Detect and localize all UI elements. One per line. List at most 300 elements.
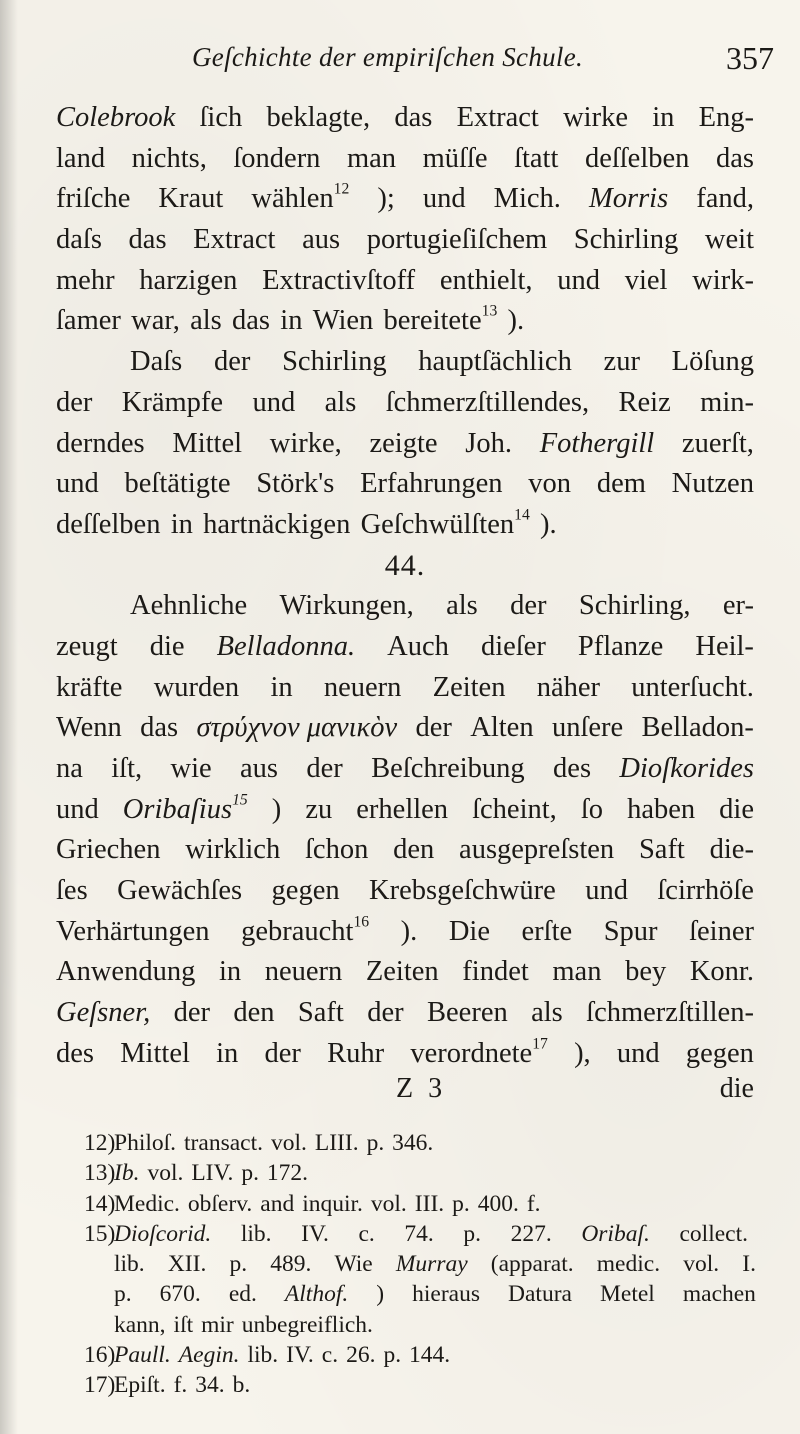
word-text: Extract — [456, 102, 539, 133]
word — [508, 1279, 572, 1309]
word-text: hauptſächlich — [418, 346, 572, 378]
word — [114, 1310, 166, 1340]
word-text: unterſucht. — [631, 671, 754, 703]
word — [301, 1219, 329, 1249]
word-text: friſche — [56, 183, 131, 215]
word-text: das — [128, 224, 167, 256]
word-text: Schirling — [573, 224, 679, 256]
word — [114, 1279, 132, 1309]
word — [272, 871, 340, 912]
word-text: obſerv. — [187, 1190, 253, 1217]
word — [114, 1340, 171, 1370]
word-text: ſes — [56, 875, 88, 907]
word-text: p. — [114, 1281, 132, 1308]
word — [251, 179, 349, 220]
word-text: ſtatt — [514, 142, 559, 174]
word-text: 670. — [159, 1281, 201, 1308]
word — [465, 424, 512, 465]
word-text: ſcirrhöſe — [657, 875, 754, 907]
word — [604, 912, 658, 953]
word-text: vol. — [147, 1160, 184, 1187]
text-line — [56, 179, 754, 220]
word-text: näher — [536, 671, 600, 703]
word-text: portugieſiſchem — [366, 224, 548, 256]
word — [265, 952, 343, 993]
word-text: derndes — [56, 427, 145, 459]
word — [719, 790, 754, 831]
word — [286, 1340, 314, 1370]
word-text: Schirling — [282, 346, 387, 378]
word — [214, 342, 250, 383]
word — [125, 464, 231, 505]
word — [457, 98, 539, 139]
word — [396, 1249, 468, 1279]
footnote-number: 16) — [84, 1342, 116, 1369]
word — [409, 1340, 450, 1370]
word-text: and — [260, 1190, 295, 1217]
word-text: war, — [131, 305, 180, 337]
word-text: Schirling, — [578, 590, 691, 622]
word-text: gebraucht — [241, 915, 354, 947]
word-text: Ruhr — [327, 1037, 385, 1069]
word-text: Wirkungen, — [279, 590, 414, 622]
word — [392, 1128, 433, 1158]
word — [216, 1034, 238, 1075]
text-line — [56, 586, 754, 627]
word-text: min- — [700, 386, 754, 418]
word — [586, 993, 754, 1034]
word — [540, 505, 557, 546]
word — [233, 139, 320, 180]
signature-mark: Z 3 — [396, 1073, 447, 1104]
word — [481, 627, 546, 668]
text-line — [56, 98, 754, 139]
word — [347, 139, 396, 180]
word-text: zuerſt, — [681, 427, 754, 459]
footnote-line — [84, 1219, 756, 1249]
text-line — [56, 505, 754, 546]
word-text: IV. — [301, 1220, 329, 1247]
word — [531, 993, 563, 1034]
word — [305, 790, 332, 831]
word — [271, 1128, 307, 1158]
word-text: der — [367, 997, 404, 1029]
word-text: Auch — [387, 630, 449, 662]
text-line — [56, 708, 754, 749]
footnote-body — [114, 1219, 756, 1249]
word-text: inquir. — [302, 1190, 363, 1217]
word-text: von — [528, 468, 572, 500]
word-text: mir — [201, 1311, 234, 1338]
word — [123, 790, 248, 831]
word-text: machen — [682, 1281, 756, 1308]
word-text: p. — [383, 1342, 402, 1369]
word-text: Medic. — [114, 1190, 180, 1217]
word — [267, 1158, 308, 1188]
word — [581, 1219, 650, 1249]
word-text: p. — [452, 1190, 470, 1217]
word-text: in — [216, 1037, 239, 1069]
word-text: Metel — [600, 1281, 655, 1308]
word — [589, 179, 668, 220]
word — [672, 342, 754, 383]
word — [597, 464, 646, 505]
word — [537, 668, 600, 709]
word-text: ſondern — [233, 142, 321, 174]
text-line — [56, 668, 754, 709]
word — [262, 261, 415, 302]
word-text: LIII. — [314, 1130, 359, 1156]
word-text: Epiſt. — [114, 1372, 166, 1399]
word-text: haben — [627, 793, 696, 825]
word — [171, 749, 212, 790]
word-text: und — [616, 1037, 660, 1069]
word-text: Ib. — [114, 1160, 140, 1187]
word-text: in — [218, 956, 242, 988]
word-text: στρύχνον μανικὸν — [196, 712, 398, 744]
word-text: Oribaſ. — [581, 1220, 650, 1247]
word — [683, 1279, 756, 1309]
word — [463, 1219, 481, 1249]
word — [581, 790, 603, 831]
word-text: Anwendung — [56, 956, 196, 988]
word — [154, 668, 239, 709]
word-text: beſtätigte — [124, 468, 231, 500]
word-text: Althof. — [284, 1281, 349, 1308]
word-text: in — [280, 305, 303, 337]
word — [56, 424, 145, 465]
word — [56, 871, 88, 912]
word-text: die — [719, 793, 754, 825]
word-text: IV. — [286, 1342, 314, 1369]
word — [585, 871, 628, 912]
word-text: I. — [742, 1251, 756, 1278]
word-text: ſcheint, — [472, 793, 557, 825]
word — [604, 342, 640, 383]
word — [229, 1279, 257, 1309]
word — [742, 1249, 756, 1279]
word — [266, 98, 370, 139]
word — [385, 546, 426, 587]
word — [232, 301, 270, 342]
word — [369, 871, 556, 912]
word-text: 44. — [384, 548, 426, 582]
word — [652, 98, 674, 139]
word — [233, 1370, 251, 1400]
word — [168, 1249, 207, 1279]
word — [384, 301, 498, 342]
word — [114, 1158, 139, 1188]
word — [462, 952, 528, 993]
word — [360, 464, 502, 505]
word — [56, 708, 122, 749]
word-text: mehr — [56, 264, 115, 296]
word — [585, 139, 689, 180]
word-text: p. — [229, 1251, 248, 1278]
word — [241, 1158, 259, 1188]
word-text: der — [213, 346, 251, 378]
word-text: kräfte — [56, 671, 123, 703]
text-line — [56, 871, 754, 912]
word-text: man — [552, 956, 602, 988]
word — [494, 179, 561, 220]
word — [423, 179, 466, 220]
word — [367, 1128, 385, 1158]
word-text: Paull. — [114, 1342, 171, 1369]
word-text: Geſchwülſten — [360, 508, 515, 540]
word-text: Wie — [334, 1251, 373, 1278]
word — [356, 790, 448, 831]
word — [657, 871, 754, 912]
word — [114, 1219, 211, 1249]
word-text: wirklich — [185, 834, 281, 866]
word-text: der — [173, 997, 210, 1029]
word-text: lib. — [240, 1220, 272, 1247]
word — [129, 220, 167, 261]
word-text: Extractivſtoff — [262, 264, 416, 296]
word-text: weit — [704, 224, 754, 256]
word — [179, 1340, 240, 1370]
word-text: ). — [400, 915, 418, 947]
word — [689, 912, 754, 953]
running-head — [192, 40, 774, 80]
word-text: deſſelben — [584, 142, 690, 174]
word — [682, 424, 754, 465]
word-text: c. — [321, 1342, 339, 1369]
word-text: collect. — [679, 1220, 748, 1247]
footnote-reference: 15 — [232, 791, 248, 809]
word-text: deſſelben — [56, 508, 161, 540]
word — [131, 301, 180, 342]
word — [692, 261, 754, 302]
word-text: bereitete — [383, 305, 482, 337]
word — [415, 1189, 444, 1219]
word — [184, 1128, 263, 1158]
word-text: Griechen — [56, 834, 161, 866]
word — [171, 505, 193, 546]
word — [377, 179, 394, 220]
footnote-number: 12) — [84, 1130, 116, 1156]
word-text: Belladon- — [641, 712, 754, 744]
word — [56, 749, 83, 790]
text-line — [56, 952, 754, 993]
word-text: vol. — [683, 1251, 720, 1278]
word-text: zeigte — [369, 427, 438, 459]
word — [174, 1370, 188, 1400]
word — [574, 220, 679, 261]
word-text: lib. — [247, 1342, 279, 1369]
word-text: transact. — [184, 1130, 263, 1156]
word-text: 74. — [404, 1220, 434, 1247]
word-text: nichts, — [131, 142, 207, 174]
word — [56, 952, 195, 993]
word — [114, 1249, 145, 1279]
word — [552, 708, 623, 749]
word — [346, 1340, 375, 1370]
word — [285, 1279, 348, 1309]
footnote-line — [84, 1249, 756, 1279]
word — [132, 139, 207, 180]
word-text: Wien — [312, 305, 374, 337]
word-text: Fothergill — [539, 427, 655, 459]
word-text: Oribaſius — [122, 793, 233, 825]
word-text: der — [415, 712, 452, 744]
word — [190, 301, 222, 342]
footnote-reference: 13 — [481, 303, 498, 321]
word-text: ſamer — [56, 305, 121, 337]
word — [203, 505, 350, 546]
word-text: müſſe — [422, 142, 488, 174]
word-text: Spur — [603, 915, 658, 947]
word-text: zur — [603, 346, 640, 378]
word — [705, 220, 754, 261]
word — [367, 993, 403, 1034]
word-text: erſte — [521, 915, 573, 947]
word — [140, 708, 178, 749]
word — [723, 586, 754, 627]
word-text: wirke — [563, 102, 628, 133]
word — [172, 424, 242, 465]
word-text: ſchon — [305, 834, 369, 866]
word — [56, 1034, 94, 1075]
word-text: Dioſkorides — [619, 753, 754, 784]
word-text: dem — [596, 468, 646, 500]
word-text: und — [56, 793, 99, 825]
word — [427, 993, 508, 1034]
word — [367, 220, 547, 261]
word — [683, 1249, 719, 1279]
word-text: wirke, — [269, 427, 342, 459]
word-text: ſchmerzſtillen- — [586, 997, 754, 1029]
word-text: LIV. — [191, 1160, 234, 1187]
word — [511, 1219, 552, 1249]
text-line — [56, 424, 754, 465]
word-text: und — [585, 875, 628, 907]
word-text: den — [233, 997, 275, 1029]
word — [459, 830, 614, 871]
footnote-line — [84, 1370, 756, 1400]
word-text: c. — [358, 1220, 375, 1247]
word — [139, 261, 237, 302]
word-text: verordnete — [410, 1037, 533, 1069]
word-text: Morris — [588, 183, 669, 215]
word — [302, 220, 340, 261]
word-text: ). — [540, 508, 557, 540]
catchword: die — [719, 1073, 754, 1104]
word-text: gegen — [685, 1037, 754, 1069]
word-text: Philoſ. — [114, 1130, 177, 1156]
word-text: ed. — [228, 1281, 257, 1308]
word — [619, 383, 671, 424]
word — [361, 505, 530, 546]
word-text: die- — [709, 834, 754, 866]
word-text: Heil- — [695, 630, 754, 662]
word-text: Nutzen — [671, 468, 754, 500]
word — [410, 1034, 548, 1075]
word — [280, 586, 414, 627]
word-text: 26. — [346, 1342, 376, 1369]
word-text: Kraut — [158, 183, 224, 215]
word — [440, 261, 533, 302]
word-text: fand, — [696, 183, 754, 215]
word — [56, 301, 121, 342]
word — [552, 952, 601, 993]
word-text: ) — [376, 1281, 385, 1308]
word — [394, 98, 432, 139]
word — [696, 179, 754, 220]
word — [272, 790, 282, 831]
text-line — [56, 139, 754, 180]
word — [322, 1340, 338, 1370]
word — [114, 1128, 176, 1158]
text-line — [56, 220, 754, 261]
footnote-line — [84, 1340, 756, 1370]
word-text: Konr. — [689, 956, 754, 988]
word — [240, 749, 278, 790]
word-text: Alten — [470, 712, 534, 744]
word — [199, 98, 242, 139]
text-line — [56, 301, 754, 342]
word-text: ſich — [199, 102, 243, 133]
word — [642, 708, 754, 749]
word — [56, 179, 130, 220]
word — [376, 1279, 384, 1309]
word-text: Daſs — [130, 346, 183, 378]
word-text: vol. — [370, 1190, 407, 1217]
word — [366, 952, 439, 993]
word — [563, 98, 628, 139]
signature-row — [56, 1073, 754, 1113]
footnote-reference: 12 — [333, 181, 350, 199]
word-text: p. — [366, 1130, 385, 1156]
word-text: Wenn — [56, 712, 122, 744]
word — [265, 1034, 301, 1075]
word-text: wie — [170, 753, 212, 784]
word-text: wurden — [153, 671, 240, 703]
word — [528, 464, 571, 505]
word — [418, 342, 572, 383]
footnote-reference: 16 — [353, 913, 370, 931]
word-text: aus — [240, 753, 279, 784]
word-text: na — [56, 753, 83, 784]
footnote-reference: 17 — [532, 1035, 548, 1053]
word-text: harzigen — [139, 264, 238, 296]
page-gutter-shadow — [0, 0, 18, 1434]
word-text: Beſchreibung — [371, 753, 525, 784]
word — [270, 668, 292, 709]
word — [313, 301, 374, 342]
word — [114, 1189, 180, 1219]
footnote-number: 17) — [84, 1372, 116, 1399]
word — [315, 1128, 359, 1158]
word — [639, 830, 685, 871]
word — [579, 586, 691, 627]
word — [446, 586, 478, 627]
footnote-reference: 14 — [514, 506, 530, 524]
word — [233, 993, 274, 1034]
word — [120, 1034, 190, 1075]
word-text: Saft — [638, 834, 685, 866]
word-text: Krebsgeſchwüre — [369, 875, 556, 907]
word-text: ). — [507, 305, 525, 337]
word-text: ); — [377, 183, 395, 215]
word-text: beklagte, — [266, 102, 371, 133]
word — [305, 830, 368, 871]
word-text: (apparat. — [490, 1251, 574, 1278]
word — [56, 912, 210, 953]
word — [247, 1340, 278, 1370]
footnote-number: 13) — [84, 1160, 116, 1187]
